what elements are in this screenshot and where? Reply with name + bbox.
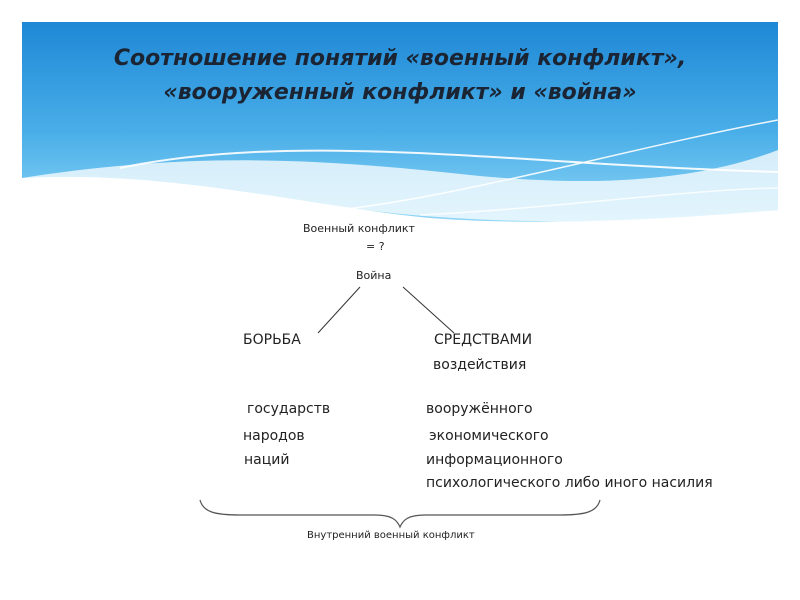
title-line-2: «вооруженный конфликт» и «война»: [163, 80, 637, 105]
curly-brace: [200, 500, 600, 527]
war-label: Война: [356, 269, 392, 282]
right-item: экономического: [429, 428, 549, 444]
right-item: информационного: [426, 452, 563, 468]
left-item: государств: [247, 401, 331, 417]
bottom-label: Внутренний военный конфликт: [307, 530, 475, 541]
branch-line-left: [318, 287, 360, 333]
left-item: наций: [244, 452, 290, 468]
branch-line-right: [403, 287, 454, 333]
left-item: народов: [243, 428, 305, 444]
equals-label: = ?: [366, 240, 385, 253]
right-heading: СРЕДСТВАМИ: [434, 332, 533, 348]
right-subheading: воздействия: [433, 357, 527, 373]
left-heading: БОРЬБА: [243, 332, 301, 348]
top-label: Военный конфликт: [303, 222, 415, 235]
right-item: вооружённого: [426, 401, 533, 417]
title-line-1: Соотношение понятий «военный конфликт»,: [113, 46, 687, 71]
right-item: психологического либо иного насилия: [426, 475, 713, 491]
